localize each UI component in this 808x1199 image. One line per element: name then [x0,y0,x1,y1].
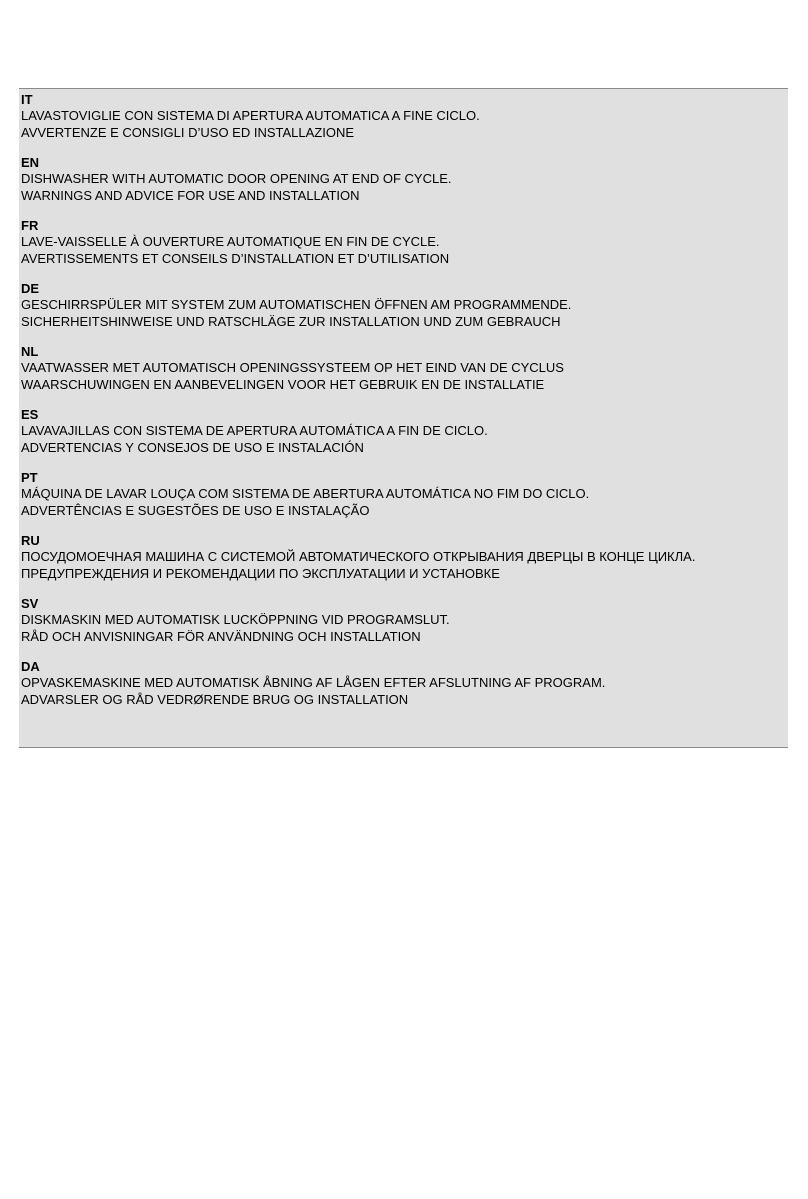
document-subtitle: WAARSCHUWINGEN EN AANBEVELINGEN VOOR HET GEBRUIK EN DE INSTALLATIE [21,377,545,392]
document-subtitle: ADVARSLER OG RÅD VEDRØRENDE BRUG OG INSTALLATION [21,692,409,707]
section-sv [21,597,788,645]
section-en [21,156,788,204]
document-subtitle: SICHERHEITSHINWEISE UND RATSCHLÄGE ZUR INSTALLATION UND ZUM GEBRAUCH [21,314,561,329]
document-subtitle: ADVERTENCIAS Y CONSEJOS DE USO E INSTALACIÓN [21,440,364,455]
section-es [21,408,788,456]
product-title: ПОСУДОМОЕЧНАЯ МАШИНА С СИСТЕМОЙ АВТОМАТИЧЕСКОГО ОТКРЫВАНИЯ ДВЕРЦЫ В КОНЦЕ ЦИКЛА. [21,549,696,564]
language-code: NL [21,344,39,359]
section-ru [21,534,788,582]
product-title: MÁQUINA DE LAVAR LOUÇA COM SISTEMA DE ABERTURA AUTOMÁTICA NO FIM DO CICLO. [21,486,590,501]
language-code: DE [21,281,40,296]
document-subtitle: ADVERTÊNCIAS E SUGESTÕES DE USO E INSTALAÇÃO [21,503,370,518]
section-pt [21,471,788,519]
product-title: DISHWASHER WITH AUTOMATIC DOOR OPENING AT END OF CYCLE. [21,171,452,186]
language-code: SV [21,596,39,611]
product-title: LAVAVAJILLAS CON SISTEMA DE APERTURA AUTOMÁTICA A FIN DE CICLO. [21,423,488,438]
language-code: PT [21,470,38,485]
document-subtitle: ПРЕДУПРЕЖДЕНИЯ И РЕКОМЕНДАЦИИ ПО ЭКСПЛУАТАЦИИ И УСТАНОВКЕ [21,566,500,581]
document-subtitle: AVVERTENZE E CONSIGLI D’USO ED INSTALLAZIONE [21,125,355,140]
product-title: LAVE-VAISSELLE À OUVERTURE AUTOMATIQUE EN FIN DE CYCLE. [21,234,440,249]
product-title: DISKMASKIN MED AUTOMATISK LUCKÖPPNING VID PROGRAMSLUT. [21,612,450,627]
section-da [21,660,788,708]
product-title: GESCHIRRSPÜLER MIT SYSTEM ZUM AUTOMATISCHEN ÖFFNEN AM PROGRAMMENDE. [21,297,572,312]
language-code: DA [21,659,40,674]
section-fr [21,219,788,267]
language-code: ES [21,407,39,422]
document-subtitle: AVERTISSEMENTS ET CONSEILS D’INSTALLATION ET D’UTILISATION [21,251,450,266]
section-nl [21,345,788,393]
language-code: RU [21,533,40,548]
product-title: VAATWASSER MET AUTOMATISCH OPENINGSSYSTEEM OP HET EIND VAN DE CYCLUS [21,360,564,375]
section-it [21,93,788,141]
document-subtitle: RÅD OCH ANVISNINGAR FÖR ANVÄNDNING OCH INSTALLATION [21,629,421,644]
language-code: FR [21,218,39,233]
product-title: LAVASTOVIGLIE CON SISTEMA DI APERTURA AUTOMATICA A FINE CICLO. [21,108,480,123]
document-subtitle: WARNINGS AND ADVICE FOR USE AND INSTALLATION [21,188,360,203]
language-code: IT [21,92,33,107]
language-code: EN [21,155,40,170]
section-de [21,282,788,330]
product-title: OPVASKEMASKINE MED AUTOMATISK ÅBNING AF LÅGEN EFTER AFSLUTNING AF PROGRAM. [21,675,606,690]
title-panel [19,88,788,748]
